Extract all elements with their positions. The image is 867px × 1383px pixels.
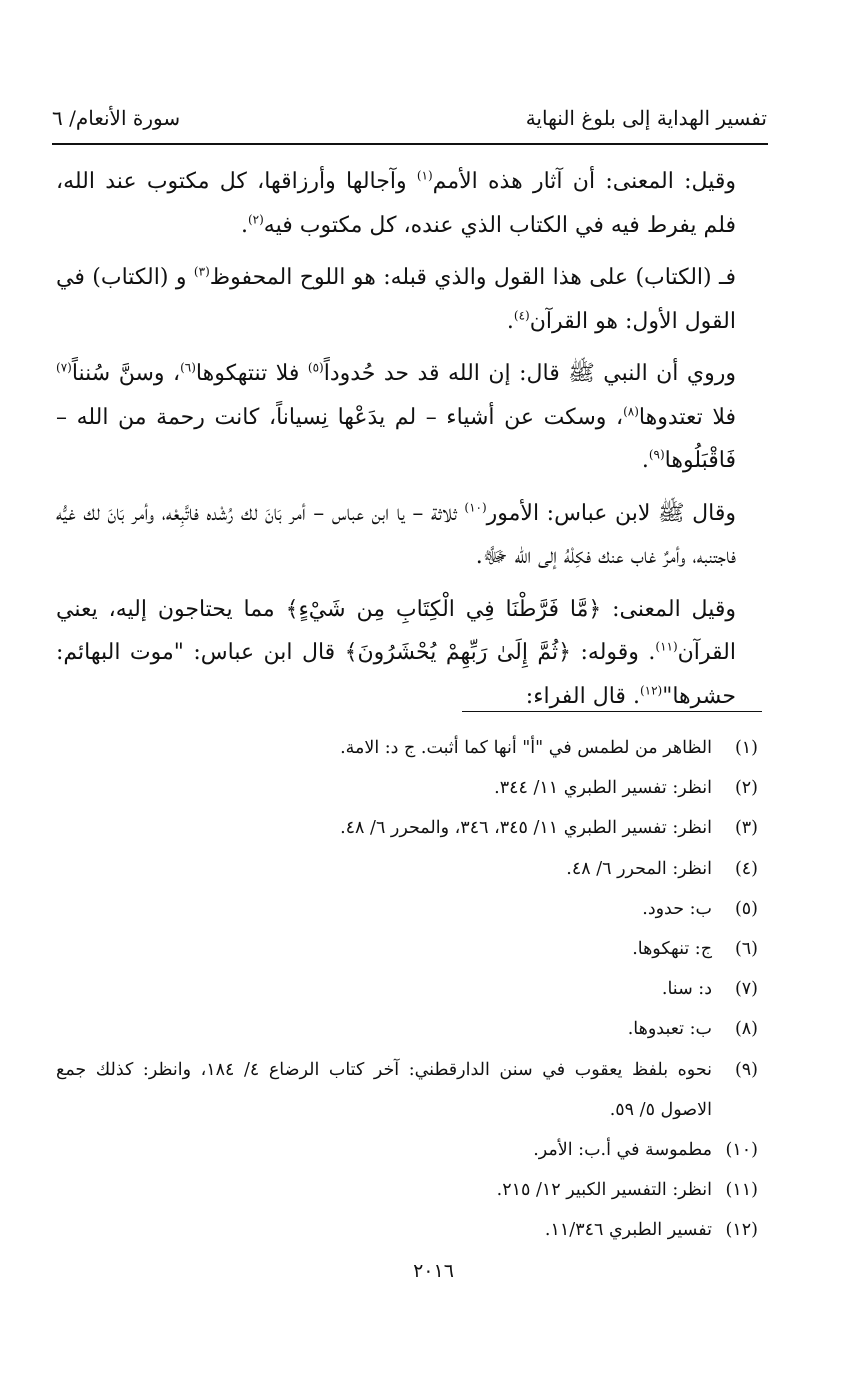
text-run: . (506, 308, 514, 334)
text-run: وقال ﷺ لابن عباس: الأمور (486, 500, 736, 526)
paragraph (56, 160, 762, 247)
footnote-text: انظر: المحرر ٦/ ٤٨. (566, 858, 712, 879)
text-run: و (الكتاب) في القول الأول: هو القرآن (56, 265, 736, 334)
footnote-number: (١) (734, 738, 758, 758)
text-run: ، وسكت عن أشياء – لم يدَعْها نِسياناً، كانت رحمة من الله – فَاقْبَلُوها (56, 404, 736, 473)
footnote-item (56, 1170, 764, 1210)
main-text (56, 160, 762, 727)
text-run: ، وسنَّ سُنناً (71, 361, 181, 386)
footnote-number: (١١) (725, 1180, 758, 1201)
footnote-separator (462, 711, 762, 712)
text-run: وقيل: المعنى: أن آثار هذه الأمم (432, 169, 736, 194)
footnote-text: انظر: تفسير الطبري ١١/ ٣٤٥، ٣٤٦، والمحرر ٦/ ٤٨. (340, 818, 712, 839)
footnote-item (56, 768, 764, 808)
text-run: فـ (الكتاب) على هذا القول والذي قبله: هو اللوح المحفوظ (209, 265, 737, 290)
footnote-text: انظر: تفسير الطبري ١١/ ٣٤٤. (494, 778, 712, 799)
footnote-text: نحوه بلفظ يعقوب في سنن الدارقطني: آخر كتاب الرضاع ٤/ ١٨٤، وانظر: كذلك جمع الاصول ٥/ ٥٩. (56, 1059, 712, 1120)
text-run: . (641, 448, 649, 473)
footnote-marker: (٩) (648, 447, 665, 462)
footnote-text: ب: حدود. (642, 898, 712, 919)
paragraph (56, 352, 762, 483)
footnote-marker: (٢) (247, 212, 264, 227)
footnote-item (56, 808, 764, 848)
text-run: فلا تعتدوها (638, 404, 736, 430)
text-run: . قال الفراء: (525, 683, 640, 709)
text-run: . وقوله: ﴿ثُمَّ إِلَىٰ رَبِّهِمْ يُحْشَرُونَ﴾ قال ابن عباس: "موت البهائم: حشرها" (56, 640, 736, 709)
paragraph (56, 492, 762, 579)
page-number: ٢٠١٦ (413, 1260, 454, 1282)
footnote-text: انظر: التفسير الكبير ١٢/ ٢١٥. (496, 1180, 712, 1201)
footnote-number: (٣) (734, 818, 758, 839)
footnote-item (56, 1009, 764, 1049)
text-run: وقيل المعنى: ﴿مَّا فَرَّطْنَا فِي الْكِتَابِ مِن شَيْءٍ﴾ مما يحتاجون إليه، يعني القرآن (56, 596, 736, 665)
text-run: وروي أن النبي ﷺ قال: إن الله قد حد حُدوداً (323, 361, 736, 386)
running-header (52, 100, 767, 136)
footnote-item (56, 889, 764, 929)
text-run: ثلاثة – يا ابن عباس – أمر بَانَ لك رُشْده فاتَّبِعْه، وأمر بَانَ لك غيُّه فاجتنبه، وأمرٌ غاب عنك فكِلْهُ إلى الله ﷻ. (56, 500, 736, 569)
footnote-text: د: سنا. (661, 979, 712, 1000)
footnote-number: (٤) (734, 858, 758, 879)
surah-reference: سورة الأنعام/ ٦ (52, 106, 181, 130)
footnote-marker: (٣) (193, 264, 210, 279)
footnote-number: (٢) (734, 778, 758, 799)
text-run: فلا تنتهكوها (195, 361, 308, 386)
footnote-text: ب: تعبدوها. (627, 1019, 712, 1040)
header-rule (52, 143, 768, 145)
footnote-item (56, 728, 764, 768)
footnote-marker: (٦) (180, 360, 196, 375)
footnote-marker: (٥) (307, 360, 324, 375)
footnote-number: (١٢) (725, 1220, 758, 1241)
footnote-item (56, 969, 764, 1009)
footnote-item (56, 1130, 764, 1170)
footnote-number: (٩) (734, 1059, 758, 1080)
footnote-marker: (١١) (655, 639, 678, 654)
footnote-text: مطموسة في أ.ب: الأمر. (533, 1140, 712, 1161)
footnote-marker: (١٢) (639, 683, 663, 698)
footnote-text: ج: تنهكوها. (632, 939, 712, 960)
footnote-marker: (١) (416, 168, 433, 183)
footnote-text: الظاهر من لطمس في "أ" أنها كما أثبت. ج د: الامة. (340, 738, 712, 758)
footnote-item (56, 1210, 764, 1250)
footnote-number: (٧) (734, 979, 758, 1000)
footnote-text: تفسير الطبري ١١/٣٤٦. (544, 1220, 712, 1241)
paragraph (56, 588, 762, 719)
text-run: . (240, 212, 248, 238)
book-title: تفسير الهداية إلى بلوغ النهاية (525, 106, 767, 130)
text-run: وآجالها وأرزاقها، كل مكتوب عند الله، فلم يفرط فيه في الكتاب الذي عنده، كل مكتوب فيه (56, 169, 736, 238)
footnote-number: (١٠) (725, 1140, 758, 1161)
footnotes (56, 728, 764, 1251)
footnote-marker: (٨) (623, 404, 639, 419)
footnote-item (56, 929, 764, 969)
footnote-number: (٥) (734, 898, 758, 919)
footnote-marker: (٧) (56, 360, 72, 375)
footnote-marker: (٤) (513, 308, 530, 323)
footnote-item (56, 849, 764, 889)
footnote-number: (٨) (734, 1019, 758, 1040)
footnote-item (56, 1050, 764, 1130)
paragraph (56, 256, 762, 343)
footnote-marker: (١٠) (464, 500, 487, 515)
footnote-number: (٦) (734, 939, 758, 960)
